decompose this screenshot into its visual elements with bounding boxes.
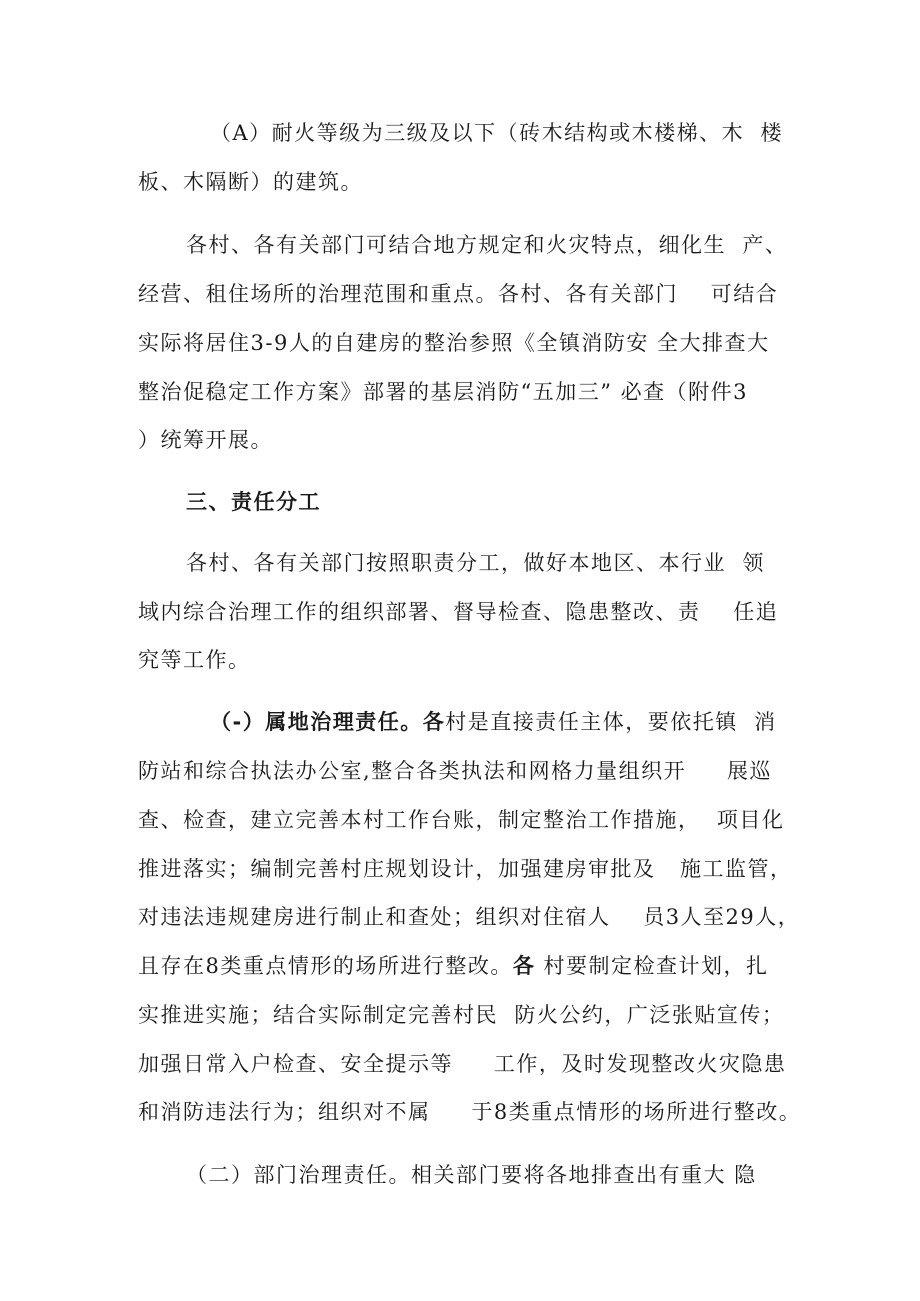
paragraph-department-line-1: （二）部门治理责任。相关部门要将各地排查出有重大 隐 xyxy=(186,1163,757,1187)
paragraph-scope-line-3: 实际将居住3-9人的自建房的整治参照《全镇消防安 全大排查大 xyxy=(138,331,770,355)
paragraph-scope-line-4: 整治促稳定工作方案》部署的基层消防“五加三” 必查（附件3 xyxy=(138,380,749,404)
territorial-lead: （-）属地治理责任。各 xyxy=(210,710,446,734)
territorial-line-6-a: 且存在8类重点情形的场所进行整改。 xyxy=(138,954,513,978)
paragraph-territorial-line-1 xyxy=(210,707,870,737)
paragraph-territorial-line-7: 实推进实施；结合实际制定完善村民 防火公约，广泛张贴宣传； xyxy=(138,1003,785,1027)
paragraph-division-line-3: 究等工作。 xyxy=(138,648,251,672)
paragraph-territorial-line-8: 加强日常入户检查、安全提示等 工作，及时发现整改火灾隐患 xyxy=(138,1052,787,1076)
territorial-line-6-bold: 各 xyxy=(512,954,536,978)
paragraph-division-line-2: 域内综合治理工作的组织部署、督导检查、隐患整改、责 任追 xyxy=(138,600,779,624)
territorial-line-6-b: 村要制定检查计划，扎 xyxy=(535,954,769,978)
paragraph-territorial-line-9: 和消防违法行为；组织对不属 于8类重点情形的场所进行整改。 xyxy=(138,1100,802,1124)
section-three-title: 三、责任分工 xyxy=(186,490,321,514)
paragraph-territorial-line-5: 对违法违规建房进行制止和查处；组织对住宿人 员3人至29人， xyxy=(138,905,801,929)
paragraph-territorial-line-4: 推进落实；编制完善村庄规划设计，加强建房审批及 施工监管， xyxy=(138,857,793,881)
paragraph-territorial-line-2: 防站和综合执法办公室,整合各类执法和网格力量组织开 展巡 xyxy=(138,759,773,783)
paragraph-scope-line-1: 各村、各有关部门可结合地方规定和火灾特点，细化生 产、 xyxy=(186,233,788,257)
paragraph-scope-line-5: ）统筹开展。 xyxy=(138,428,273,452)
paragraph-a-line-1: （A）耐火等级为三级及以下（砖木结构或木楼梯、木 楼 xyxy=(210,121,784,145)
paragraph-division-line-1: 各村、各有关部门按照职责分工，做好本地区、本行业 领 xyxy=(186,551,765,575)
paragraph-a-line-2: 板、木隔断）的建筑。 xyxy=(138,170,363,194)
paragraph-territorial-line-3: 查、检查，建立完善本村工作台账，制定整治工作措施， 项目化 xyxy=(138,808,785,832)
paragraph-scope-line-2: 经营、租住场所的治理范围和重点。各村、各有关部门 可结合 xyxy=(138,282,779,306)
territorial-line-1-rest: 村是直接责任主体，要依托镇 消 xyxy=(445,710,777,734)
paragraph-territorial-line-6 xyxy=(138,951,798,981)
